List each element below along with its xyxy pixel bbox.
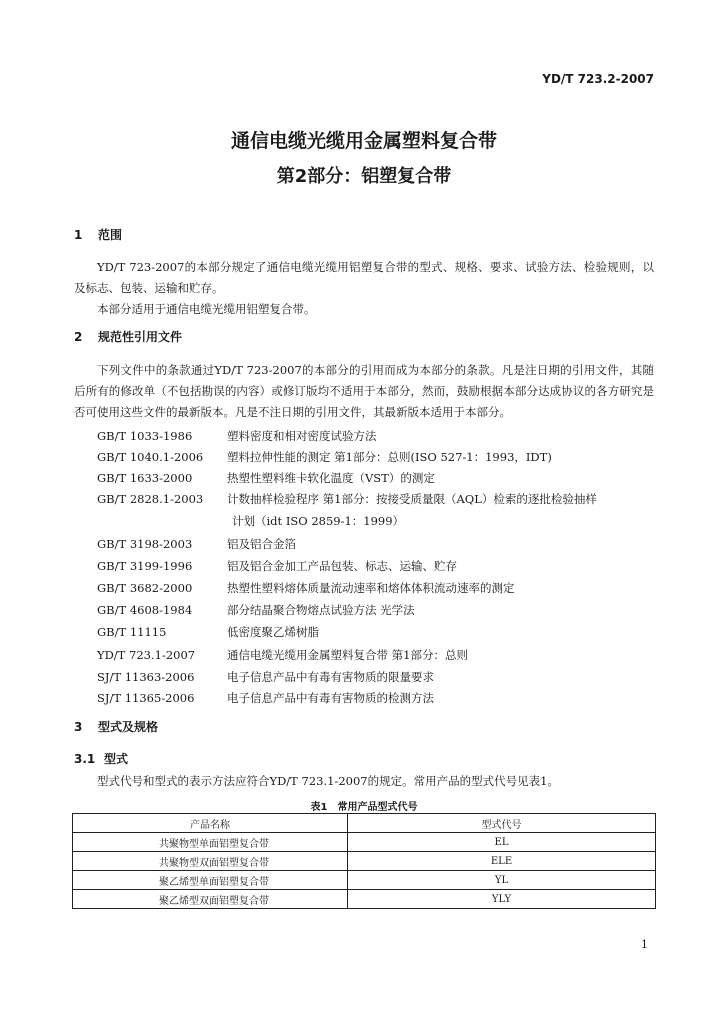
product-name-cell: 共聚物型双面铝塑复合带 [73, 852, 348, 871]
reference-code: GB/T 4608-1984 [97, 603, 193, 617]
column-header-name: 产品名称 [73, 814, 348, 833]
reference-code: SJ/T 11363-2006 [97, 670, 195, 684]
product-name-cell: 共聚物型单面铝塑复合带 [73, 833, 348, 852]
reference-title: 塑料密度和相对密度试验方法 [227, 429, 377, 443]
reference-title: 部分结晶聚合物熔点试验方法 光学法 [227, 603, 415, 617]
reference-row [97, 645, 657, 666]
section-title: 型式及规格 [98, 720, 159, 734]
reference-title: 铝及铝合金箔 [227, 537, 296, 551]
section-number: 1 [74, 228, 83, 242]
document-title: 通信电缆光缆用金属塑料复合带 [230, 130, 497, 152]
reference-row [97, 578, 657, 599]
reference-code: GB/T 1033-1986 [97, 429, 193, 443]
reference-row [97, 447, 657, 468]
type-code-cell: YLY [348, 890, 656, 909]
section-number: 2 [74, 330, 83, 344]
table-row [73, 852, 656, 871]
reference-code: GB/T 1633-2000 [97, 471, 193, 485]
document-subtitle: 第2部分：铝塑复合带 [276, 166, 452, 187]
section-heading-normative [74, 328, 182, 345]
reference-code: GB/T 1040.1-2006 [97, 450, 204, 464]
type-code-cell: EL [348, 833, 656, 852]
type-code-table [72, 813, 656, 909]
reference-row [97, 556, 657, 577]
reference-title: 低密度聚乙烯树脂 [227, 625, 319, 639]
reference-row [97, 600, 657, 621]
table-row [73, 871, 656, 890]
reference-title: 电子信息产品中有毒有害物质的检测方法 [227, 691, 434, 705]
reference-code: GB/T 11115 [97, 625, 167, 639]
normative-paragraph: 下列文件中的条款通过YD/T 723-2007的本部分的引用而成为本部分的条款。凡是注日期的引用文件，其随后所有的修改单（不包括勘误的内容）或修订版均不适用于本部分，然而，鼓励根据本部分达成协议的各方研究是否可使用这些文件的最新版本。凡是不注日期的引用文件，其最新版本适用于本部分。 [74, 363, 654, 419]
reference-code: YD/T 723.1-2007 [97, 648, 196, 662]
reference-title-continued: 计划（idt ISO 2859-1：1999） [232, 514, 405, 528]
section-heading-types [74, 718, 158, 735]
reference-title: 塑料拉伸性能的测定 第1部分：总则(ISO 527-1：1993，IDT) [227, 450, 552, 464]
reference-row [97, 426, 657, 447]
reference-code: GB/T 2828.1-2003 [97, 492, 204, 506]
reference-title: 热塑性塑料熔体质量流动速率和熔体体积流动速率的测定 [227, 581, 515, 595]
product-name-cell: 聚乙烯型双面铝塑复合带 [73, 890, 348, 909]
type-code-cell: ELE [348, 852, 656, 871]
reference-code: SJ/T 11365-2006 [97, 691, 195, 705]
section-heading-scope [74, 226, 122, 243]
standard-code: YD/T 723.2-2007 [542, 72, 654, 86]
reference-title: 铝及铝合金加工产品包装、标志、运输、贮存 [227, 559, 457, 573]
page-number: 1 [641, 938, 648, 951]
scope-paragraph-2: 本部分适用于通信电缆光缆用铝塑复合带。 [97, 302, 316, 316]
reference-code: GB/T 3682-2000 [97, 581, 193, 595]
reference-row [97, 489, 657, 510]
section-number: 3 [74, 720, 83, 734]
section-title: 规范性引用文件 [98, 330, 183, 344]
reference-title: 计数抽样检验程序 第1部分：按接受质量限（AQL）检索的逐批检验抽样 [227, 492, 597, 506]
reference-row [97, 534, 657, 555]
reference-row [97, 667, 657, 688]
column-header-code: 型式代号 [348, 814, 656, 833]
reference-title: 通信电缆光缆用金属塑料复合带 第1部分：总则 [227, 648, 468, 662]
type-code-cell: YL [348, 871, 656, 890]
table-caption: 表1 常用产品型式代号 [310, 802, 418, 813]
table-header-row [73, 814, 656, 833]
section-title: 范围 [98, 228, 123, 242]
reference-code: GB/T 3199-1996 [97, 559, 193, 573]
reference-code: GB/T 3198-2003 [97, 537, 193, 551]
subsection-title: 型式 [104, 752, 129, 766]
subsection-heading-type [74, 750, 128, 767]
reference-row [97, 622, 657, 643]
reference-row [97, 468, 657, 489]
product-name-cell: 聚乙烯型单面铝塑复合带 [73, 871, 348, 890]
reference-row [97, 688, 657, 709]
reference-title: 热塑性塑料维卡软化温度（VST）的测定 [227, 471, 435, 485]
reference-title: 电子信息产品中有毒有害物质的限量要求 [227, 670, 434, 684]
scope-paragraph-1: YD/T 723-2007的本部分规定了通信电缆光缆用铝塑复合带的型式、规格、要求、试验方法、检验规则，以及标志、包装、运输和贮存。 [74, 260, 654, 295]
table-row [73, 833, 656, 852]
table-row [73, 890, 656, 909]
type-paragraph: 型式代号和型式的表示方法应符合YD/T 723.1-2007的规定。常用产品的型式代号见表1。 [97, 774, 559, 788]
subsection-number: 3.1 [74, 752, 96, 766]
